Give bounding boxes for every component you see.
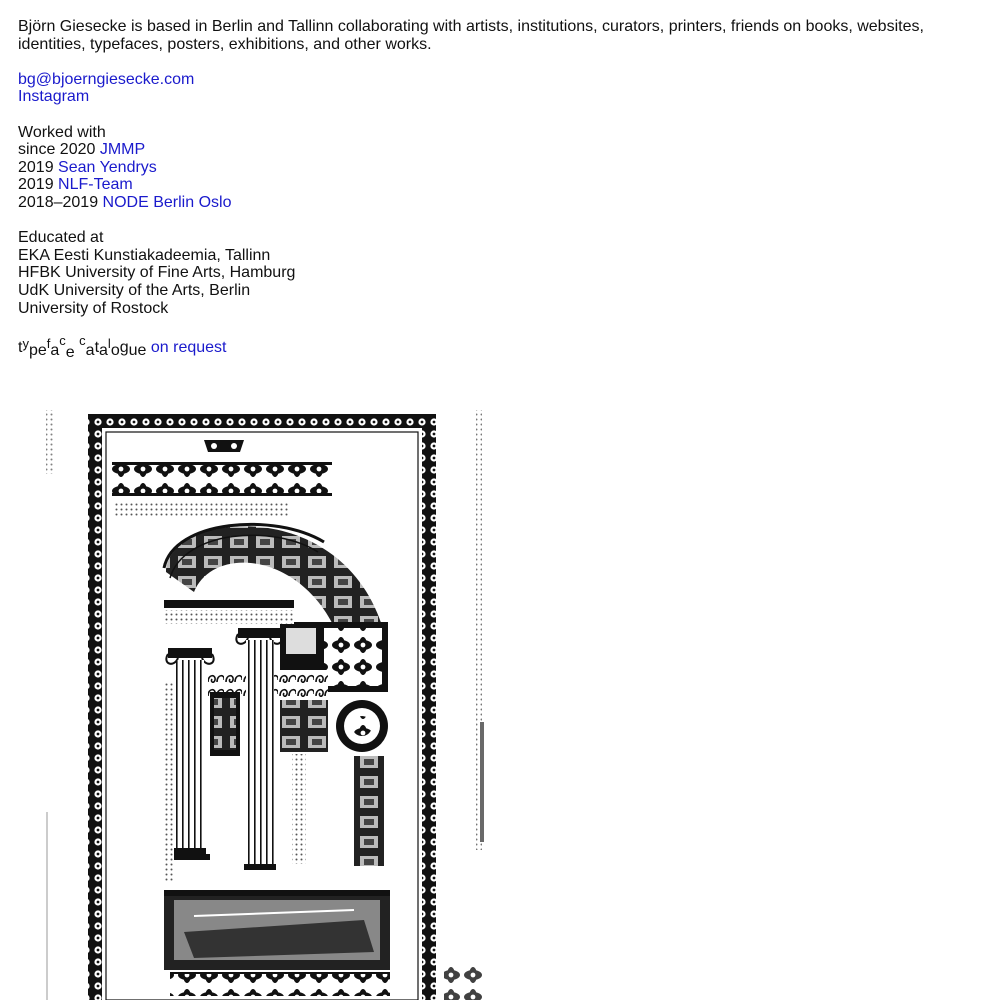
catalogue-letter: t bbox=[94, 338, 100, 356]
worked-with-period: 2018–2019 bbox=[18, 193, 99, 211]
catalogue-letter: e bbox=[137, 341, 147, 359]
collaborator-link-sean-yendrys[interactable]: Sean Yendrys bbox=[58, 158, 157, 176]
education-heading: Educated at bbox=[18, 229, 104, 247]
margin-ornament bbox=[444, 410, 484, 1000]
worked-with-heading: Worked with bbox=[18, 123, 106, 141]
education-item: HFBK University of Fine Arts, Hamburg bbox=[18, 264, 296, 282]
catalogue-letter: f bbox=[46, 335, 51, 351]
catalogue-letter: y bbox=[22, 335, 29, 351]
worked-with-period: 2019 bbox=[18, 158, 54, 176]
catalogue-letter: g bbox=[119, 338, 129, 356]
education-item: UdK University of the Arts, Berlin bbox=[18, 281, 251, 299]
catalogue-letter: p bbox=[28, 341, 38, 359]
margin-ornament bbox=[46, 410, 54, 1000]
education-section bbox=[18, 229, 978, 317]
collaborator-link-node[interactable]: NODE Berlin Oslo bbox=[102, 193, 232, 211]
catalogue-letter: a bbox=[99, 341, 108, 359]
catalogue-letter: a bbox=[50, 341, 60, 359]
instagram-link[interactable]: Instagram bbox=[18, 88, 90, 106]
catalogue-letter: c bbox=[59, 332, 66, 348]
worked-with-period: since 2020 bbox=[18, 141, 96, 159]
email-link[interactable]: bg@bjoerngiesecke.com bbox=[18, 70, 195, 88]
collaborator-link-jmmp[interactable]: JMMP bbox=[99, 141, 146, 159]
typeface-catalogue-label bbox=[18, 332, 147, 361]
catalogue-letter: o bbox=[110, 341, 120, 359]
catalogue-request-link[interactable]: on request bbox=[150, 338, 227, 356]
worked-with-item bbox=[18, 176, 978, 194]
worked-with-period: 2019 bbox=[18, 176, 54, 194]
top-ornament bbox=[204, 440, 244, 452]
catalogue-letter: t bbox=[18, 338, 23, 356]
worked-with-item bbox=[18, 194, 978, 212]
main-content bbox=[18, 18, 978, 361]
architectural-collage-image[interactable] bbox=[44, 392, 490, 1000]
catalogue-letter: a bbox=[85, 341, 95, 359]
bio-text: Björn Giesecke is based in Berlin and Tallinn collaborating with artists, institutions, curators, printers, friends on books, websites, identities, typefaces, posters, exhibitions, and other works. bbox=[18, 18, 924, 53]
collaborator-link-nlf-team[interactable]: NLF-Team bbox=[58, 176, 133, 194]
education-item: EKA Eesti Kunstiakadeemia, Tallinn bbox=[18, 246, 271, 264]
contact-section bbox=[18, 71, 978, 106]
worked-with-item bbox=[18, 141, 978, 159]
catalogue-letter: u bbox=[128, 341, 138, 359]
catalogue-letter: e bbox=[37, 341, 47, 359]
catalogue-letter: c bbox=[79, 332, 86, 348]
worked-with-section bbox=[18, 124, 978, 212]
education-item: University of Rostock bbox=[18, 299, 169, 317]
worked-with-item bbox=[18, 159, 978, 177]
catalogue-letter: l bbox=[107, 335, 111, 351]
typeface-catalogue-line bbox=[18, 332, 978, 361]
catalogue-letter: e bbox=[65, 343, 75, 361]
